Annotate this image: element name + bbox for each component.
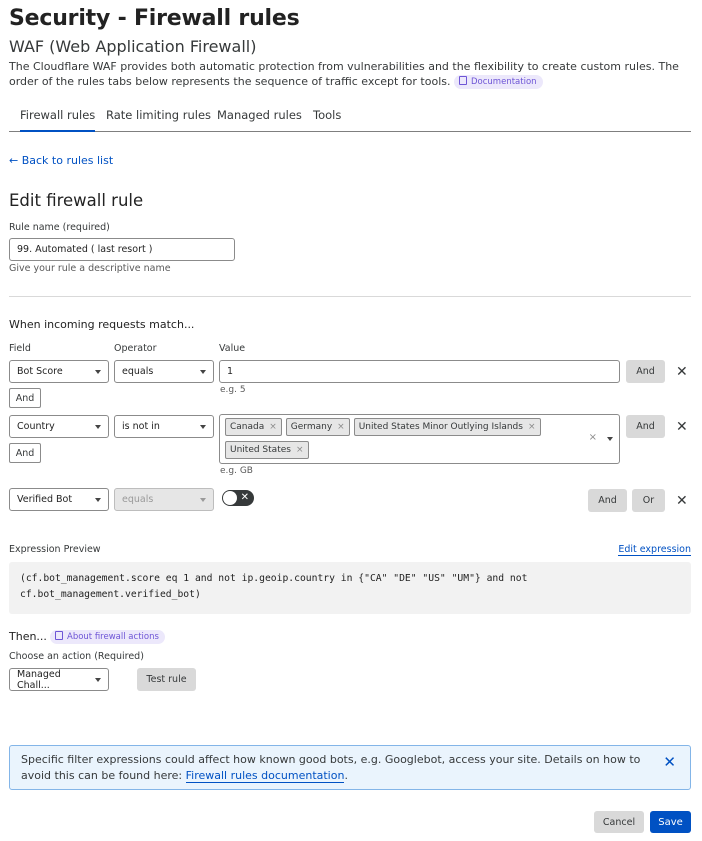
- about-actions-label: About firewall actions: [67, 632, 159, 642]
- field-column-label: Field: [9, 343, 31, 354]
- clear-all-icon[interactable]: ×: [588, 432, 597, 443]
- tab-bar: [9, 100, 691, 132]
- and-button[interactable]: And: [626, 360, 665, 383]
- info-banner: [9, 745, 691, 790]
- value-hint: e.g. GB: [220, 466, 253, 476]
- edit-rule-heading: Edit firewall rule: [9, 191, 144, 210]
- then-label: Then...: [9, 630, 47, 643]
- tab-rate-limiting-rules[interactable]: Rate limiting rules: [106, 108, 212, 122]
- chevron-down-icon: [95, 678, 101, 682]
- back-to-rules-link[interactable]: ← Back to rules list: [9, 154, 114, 167]
- chevron-down-icon[interactable]: [607, 437, 613, 441]
- rule-name-help: Give your rule a descriptive name: [9, 263, 171, 274]
- toggle-knob: [223, 491, 237, 505]
- close-icon[interactable]: ✕: [663, 753, 676, 771]
- test-rule-button[interactable]: Test rule: [137, 668, 196, 691]
- field-value: Bot Score: [17, 366, 63, 377]
- field-value: Country: [17, 421, 55, 432]
- expression-preview: [9, 562, 691, 614]
- tag-canada: [225, 418, 282, 436]
- tag-united-states: [225, 441, 309, 459]
- remove-tag-icon[interactable]: ×: [337, 422, 345, 432]
- rule-name-label: Rule name (required): [9, 222, 110, 233]
- expression-preview-label: Expression Preview: [9, 544, 101, 555]
- chevron-down-icon: [95, 425, 101, 429]
- value-column-label: Value: [219, 343, 246, 354]
- book-icon: [55, 631, 63, 640]
- documentation-link[interactable]: [454, 75, 543, 89]
- remove-tag-icon[interactable]: ×: [295, 445, 304, 455]
- chevron-down-icon: [200, 498, 206, 502]
- operator-column-label: Operator: [114, 343, 157, 354]
- remove-tag-icon[interactable]: ×: [269, 422, 277, 432]
- country-multiselect[interactable]: [219, 414, 620, 464]
- value-hint: e.g. 5: [220, 385, 246, 395]
- match-heading: When incoming requests match...: [9, 318, 195, 331]
- tab-firewall-rules[interactable]: Firewall rules: [20, 108, 95, 132]
- tag-label: United States Minor Outlying Islands: [358, 422, 523, 432]
- value-input-bot-score[interactable]: [219, 360, 620, 383]
- expression-line: (cf.bot_management.score eq 1 and not ip.geoip.country in {"CA" "DE" "US" "UM"} and not: [20, 573, 528, 584]
- firewall-docs-link[interactable]: Firewall rules documentation: [185, 769, 345, 782]
- tag-us-minor-outlying-islands: [354, 418, 541, 436]
- rule-name-input[interactable]: [9, 238, 235, 261]
- chevron-down-icon: [95, 370, 101, 374]
- operator-select-country[interactable]: [114, 415, 214, 438]
- remove-tag-icon[interactable]: ×: [527, 422, 536, 432]
- about-firewall-actions-link[interactable]: [50, 630, 165, 644]
- tab-managed-rules[interactable]: Managed rules: [217, 108, 302, 122]
- rule-name-value: 99. Automated ( last resort ): [17, 244, 153, 255]
- action-value: Managed Chall...: [17, 668, 61, 691]
- banner-end: .: [344, 769, 348, 782]
- action-select[interactable]: [9, 668, 109, 691]
- expression-line: cf.bot_management.verified_bot): [20, 589, 201, 600]
- tag-label: Canada: [230, 422, 265, 432]
- remove-condition-button[interactable]: ✕: [676, 493, 688, 509]
- page-subtitle: WAF (Web Application Firewall): [9, 37, 257, 56]
- divider: [9, 296, 691, 297]
- field-select-bot-score[interactable]: [9, 360, 109, 383]
- verified-bot-toggle[interactable]: [222, 490, 254, 506]
- tab-tools[interactable]: Tools: [313, 108, 342, 122]
- documentation-label: Documentation: [471, 77, 537, 87]
- and-button[interactable]: And: [588, 489, 627, 512]
- remove-condition-button[interactable]: ✕: [676, 364, 688, 380]
- operator-value: equals: [122, 494, 154, 505]
- save-button[interactable]: Save: [650, 811, 691, 833]
- action-label: Choose an action (Required): [9, 651, 144, 662]
- and-button[interactable]: And: [626, 415, 665, 438]
- cancel-button[interactable]: Cancel: [594, 811, 644, 833]
- tag-label: Germany: [290, 422, 333, 432]
- chevron-down-icon: [200, 425, 206, 429]
- page-description: [9, 59, 699, 89]
- field-select-verified-bot[interactable]: [9, 488, 109, 511]
- edit-expression-link[interactable]: Edit expression: [618, 544, 691, 555]
- operator-value: is not in: [122, 421, 160, 432]
- chevron-down-icon: [95, 498, 101, 502]
- and-connector-button[interactable]: And: [9, 388, 41, 408]
- tag-label: United States: [230, 445, 291, 455]
- and-connector-button[interactable]: And: [9, 443, 41, 463]
- tag-germany: [286, 418, 350, 436]
- field-value: Verified Bot: [17, 494, 73, 505]
- field-select-country[interactable]: [9, 415, 109, 438]
- banner-text: Specific filter expressions could affect how known good bots, e.g. Googlebot, access your site. Details on how to avoid this can be found here:: [21, 753, 641, 782]
- operator-value: equals: [122, 366, 154, 377]
- book-icon: [459, 76, 467, 85]
- toggle-off-icon: ✕: [240, 492, 249, 503]
- chevron-down-icon: [200, 370, 206, 374]
- operator-select-bot-score[interactable]: [114, 360, 214, 383]
- value-text: 1: [227, 366, 234, 377]
- remove-condition-button[interactable]: ✕: [676, 419, 688, 435]
- operator-select-verified-bot: [114, 488, 214, 511]
- page-title: Security - Firewall rules: [9, 6, 300, 31]
- description-text: The Cloudflare WAF provides both automatic protection from vulnerabilities and the flexibility to create custom rules. The order of the rules tabs below represents the sequence of traffic except for tools.: [9, 60, 679, 88]
- or-button[interactable]: Or: [632, 489, 665, 512]
